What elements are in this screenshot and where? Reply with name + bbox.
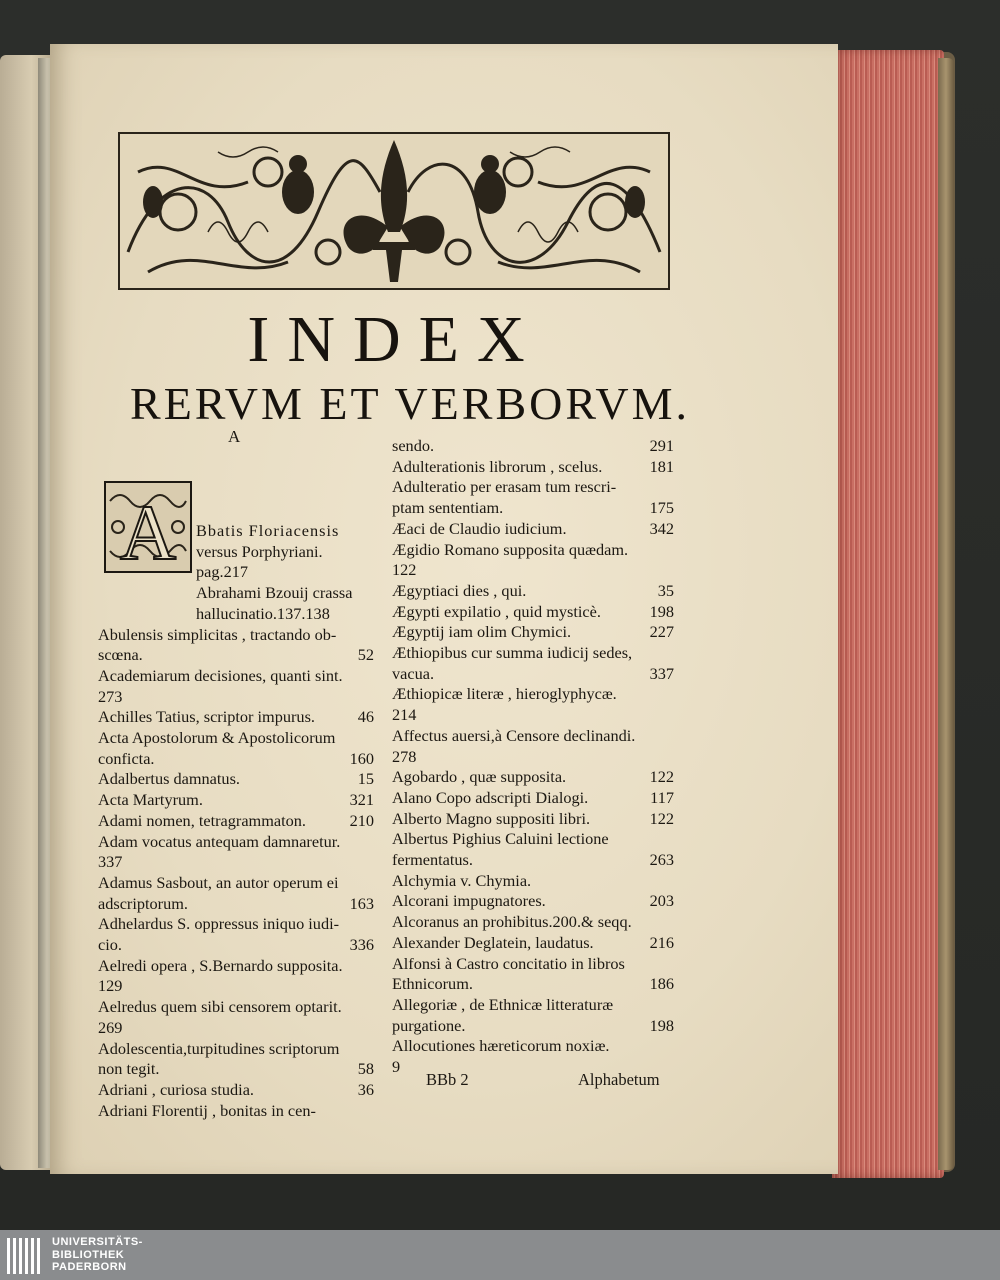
entry-text: Academiarum decisiones, quanti sint. bbox=[98, 665, 343, 685]
entry-text: 214 bbox=[392, 705, 417, 725]
index-entry bbox=[98, 1018, 374, 1039]
entry-page-number: 36 bbox=[357, 1079, 374, 1099]
index-entry bbox=[392, 457, 674, 478]
index-entry bbox=[98, 914, 374, 935]
entry-text: vacua. bbox=[392, 663, 435, 683]
entry-text: pag.217 bbox=[196, 562, 248, 582]
entry-text: Adulterationis librorum , scelus. bbox=[392, 456, 603, 476]
entry-text: Ægyptij iam olim Chymici. bbox=[392, 622, 572, 642]
index-entry bbox=[392, 560, 674, 581]
entry-text: Adhelardus S. oppressus iniquo iudi- bbox=[98, 914, 340, 934]
entry-text: Abrahami Bzouij crassa bbox=[196, 583, 353, 603]
index-entry bbox=[98, 542, 374, 563]
entry-text: Adalbertus damnatus. bbox=[98, 769, 240, 789]
index-entry bbox=[98, 707, 374, 728]
index-entry bbox=[392, 767, 674, 788]
entry-page-number: 210 bbox=[349, 810, 374, 830]
entry-text: Alberto Magno suppositi libri. bbox=[392, 808, 591, 828]
index-entry bbox=[392, 891, 674, 912]
entry-text: scœna. bbox=[98, 645, 143, 665]
entry-text: Adami nomen, tetragrammaton. bbox=[98, 810, 306, 830]
entry-text: conficta. bbox=[98, 748, 155, 768]
entry-text: Adolescentia,turpitudines scriptorum bbox=[98, 1038, 340, 1058]
index-column-left bbox=[98, 521, 374, 1121]
entry-text: Adriani Florentij , bonitas in cen- bbox=[98, 1100, 316, 1120]
entry-text: Alexander Deglatein, laudatus. bbox=[392, 932, 594, 952]
entry-text: adscriptorum. bbox=[98, 893, 188, 913]
index-entry bbox=[392, 974, 674, 995]
index-entry bbox=[98, 873, 374, 894]
index-entry bbox=[98, 997, 374, 1018]
index-entry bbox=[392, 995, 674, 1016]
index-entry bbox=[98, 728, 374, 749]
entry-page-number: 181 bbox=[649, 456, 674, 476]
entry-text: Ethnicorum. bbox=[392, 974, 473, 994]
index-entry bbox=[98, 852, 374, 873]
entry-text: Ægidio Romano supposita quædam. bbox=[392, 539, 629, 559]
entry-text: 337 bbox=[98, 852, 123, 872]
index-entry bbox=[98, 1080, 374, 1101]
entry-page-number: 117 bbox=[650, 787, 674, 807]
index-entry bbox=[98, 1059, 374, 1080]
entry-text: fermentatus. bbox=[392, 850, 473, 870]
entry-page-number: 186 bbox=[649, 974, 674, 994]
index-entry bbox=[98, 687, 374, 708]
entry-text: Acta Apostolorum & Apostolicorum bbox=[98, 728, 336, 748]
entry-text: Aelredi opera , S.Bernardo supposita. bbox=[98, 955, 343, 975]
entry-page-number: 227 bbox=[649, 622, 674, 642]
initial-letter: A bbox=[119, 489, 177, 573]
entry-page-number: 336 bbox=[349, 935, 374, 955]
entry-page-number: 342 bbox=[649, 518, 674, 538]
entry-text: Alano Copo adscripti Dialogi. bbox=[392, 787, 589, 807]
library-logo-icon bbox=[6, 1236, 46, 1276]
entry-text: cio. bbox=[98, 935, 122, 955]
index-entry bbox=[392, 809, 674, 830]
logo-line-2: BIBLIOTHEK bbox=[52, 1248, 125, 1261]
index-entry bbox=[98, 976, 374, 997]
index-entry bbox=[98, 625, 374, 646]
entry-text: 269 bbox=[98, 1017, 123, 1037]
index-entry bbox=[392, 1016, 674, 1037]
cover-rim bbox=[938, 58, 954, 1170]
entry-page-number: 163 bbox=[349, 893, 374, 913]
book-page bbox=[50, 44, 838, 1174]
entry-page-number: 291 bbox=[649, 436, 674, 455]
entry-text: sendo. bbox=[392, 436, 435, 455]
index-entry bbox=[392, 519, 674, 540]
entry-text: Alcorani impugnatores. bbox=[392, 891, 546, 911]
entry-page-number: 46 bbox=[357, 707, 374, 727]
index-entry bbox=[98, 811, 374, 832]
index-entry bbox=[392, 788, 674, 809]
index-entry bbox=[392, 912, 674, 933]
entry-text: Acta Martyrum. bbox=[98, 790, 203, 810]
entry-text: hallucinatio.137.138 bbox=[196, 603, 330, 623]
entry-page-number: 58 bbox=[357, 1059, 374, 1079]
entry-page-number: 52 bbox=[357, 645, 374, 665]
index-entry bbox=[98, 604, 374, 625]
entry-text: Agobardo , quæ supposita. bbox=[392, 767, 567, 787]
entry-text: Adam vocatus antequam damnaretur. bbox=[98, 831, 341, 851]
entry-text: Adamus Sasbout, an autor operum ei bbox=[98, 872, 339, 892]
entry-text: Ægyptiaci dies , qui. bbox=[392, 580, 527, 600]
index-entry bbox=[392, 602, 674, 623]
index-entry bbox=[392, 954, 674, 975]
index-entry bbox=[98, 956, 374, 977]
index-entry bbox=[392, 850, 674, 871]
entry-page-number: 15 bbox=[357, 769, 374, 789]
index-entry bbox=[392, 540, 674, 561]
entry-text: Aelredus quem sibi censorem optarit. bbox=[98, 997, 342, 1017]
entry-text: Alchymia v. Chymia. bbox=[392, 870, 532, 890]
index-entry bbox=[98, 832, 374, 853]
index-entry bbox=[392, 581, 674, 602]
index-entry bbox=[392, 1036, 674, 1057]
entry-text: Allocutiones hæreticorum noxiæ. bbox=[392, 1036, 610, 1056]
entry-text: Æthiopicæ literæ , hieroglyphycæ. bbox=[392, 684, 617, 704]
entry-text: Albertus Pighius Caluini lectione bbox=[392, 829, 609, 849]
entry-text: Æaci de Claudio iudicium. bbox=[392, 518, 567, 538]
index-entry bbox=[98, 562, 374, 583]
index-entry bbox=[392, 477, 674, 498]
entry-text: Adulteratio per erasam tum rescri- bbox=[392, 477, 617, 497]
logo-line-1: UNIVERSITÄTS- bbox=[52, 1236, 143, 1248]
entry-text: Alfonsi à Castro concitatio in libros bbox=[392, 953, 625, 973]
index-entry bbox=[392, 498, 674, 519]
page-edge-red bbox=[832, 50, 944, 1178]
entry-text: purgatione. bbox=[392, 1015, 466, 1035]
entry-text: ptam sententiam. bbox=[392, 498, 504, 518]
index-entry bbox=[392, 829, 674, 850]
index-entry bbox=[392, 747, 674, 768]
entry-page-number: 175 bbox=[649, 498, 674, 518]
index-entry bbox=[98, 666, 374, 687]
entry-page-number: 321 bbox=[349, 790, 374, 810]
index-entry bbox=[98, 894, 374, 915]
entry-page-number: 198 bbox=[649, 601, 674, 621]
entry-text: Alcoranus an prohibitus.200.& seqq. bbox=[392, 912, 632, 932]
title-subtitle: RERVM ET VERBORVM. bbox=[130, 378, 690, 429]
entry-page-number: 122 bbox=[649, 767, 674, 787]
index-entry bbox=[392, 726, 674, 747]
entry-page-number: 160 bbox=[349, 748, 374, 768]
index-entry bbox=[98, 790, 374, 811]
entry-page-number: 122 bbox=[649, 808, 674, 828]
ornamental-headpiece bbox=[118, 132, 670, 290]
entry-text: Abulensis simplicitas , tractando ob- bbox=[98, 624, 337, 644]
index-entry bbox=[98, 749, 374, 770]
index-entry bbox=[392, 643, 674, 664]
catchword: Alphabetum bbox=[578, 1070, 660, 1089]
logo-line-3: PADERBORN bbox=[52, 1261, 127, 1273]
index-entry bbox=[98, 645, 374, 666]
index-entry bbox=[392, 436, 674, 457]
entry-page-number: 198 bbox=[649, 1015, 674, 1035]
index-entry bbox=[98, 583, 374, 604]
entry-text: Æthiopibus cur summa iudicij sedes, bbox=[392, 643, 633, 663]
entry-text: Adriani , curiosa studia. bbox=[98, 1079, 254, 1099]
entry-text: 129 bbox=[98, 976, 123, 996]
library-logo-text bbox=[52, 1236, 143, 1274]
index-entry bbox=[392, 664, 674, 685]
entry-text: Allegoriæ , de Ethnicæ litteraturæ bbox=[392, 994, 614, 1014]
index-entry bbox=[98, 769, 374, 790]
entry-page-number: 337 bbox=[649, 663, 674, 683]
entry-text: Ægypti expilatio , quid mysticè. bbox=[392, 601, 601, 621]
entry-text: Achilles Tatius, scriptor impurus. bbox=[98, 707, 315, 727]
index-entry bbox=[98, 521, 374, 542]
library-footer-bar bbox=[0, 1230, 1000, 1280]
entry-text: 122 bbox=[392, 560, 417, 580]
entry-text: versus Porphyriani. bbox=[196, 541, 323, 561]
index-entry bbox=[392, 684, 674, 705]
entry-page-number: 203 bbox=[649, 891, 674, 911]
index-entry bbox=[392, 871, 674, 892]
title-index: INDEX bbox=[247, 303, 543, 376]
index-entry bbox=[392, 622, 674, 643]
entry-text: non tegit. bbox=[98, 1059, 160, 1079]
entry-text: 273 bbox=[98, 686, 123, 706]
entry-page-number: 35 bbox=[657, 580, 674, 600]
entry-page-number: 263 bbox=[649, 850, 674, 870]
index-entry bbox=[98, 935, 374, 956]
signature-mark: BBb 2 bbox=[426, 1070, 469, 1089]
index-entry bbox=[98, 1039, 374, 1060]
index-entry bbox=[392, 933, 674, 954]
section-letter: A bbox=[228, 427, 241, 446]
entry-text: Affectus auersi,à Censore declinandi. bbox=[392, 725, 636, 745]
entry-text: 278 bbox=[392, 746, 417, 766]
entry-text: Bbatis Floriacensis bbox=[196, 521, 340, 540]
entry-text: 9 bbox=[392, 1057, 401, 1077]
entry-page-number: 216 bbox=[649, 932, 674, 952]
index-entry bbox=[392, 705, 674, 726]
index-column-right bbox=[392, 436, 674, 1078]
index-entry bbox=[98, 1101, 374, 1122]
